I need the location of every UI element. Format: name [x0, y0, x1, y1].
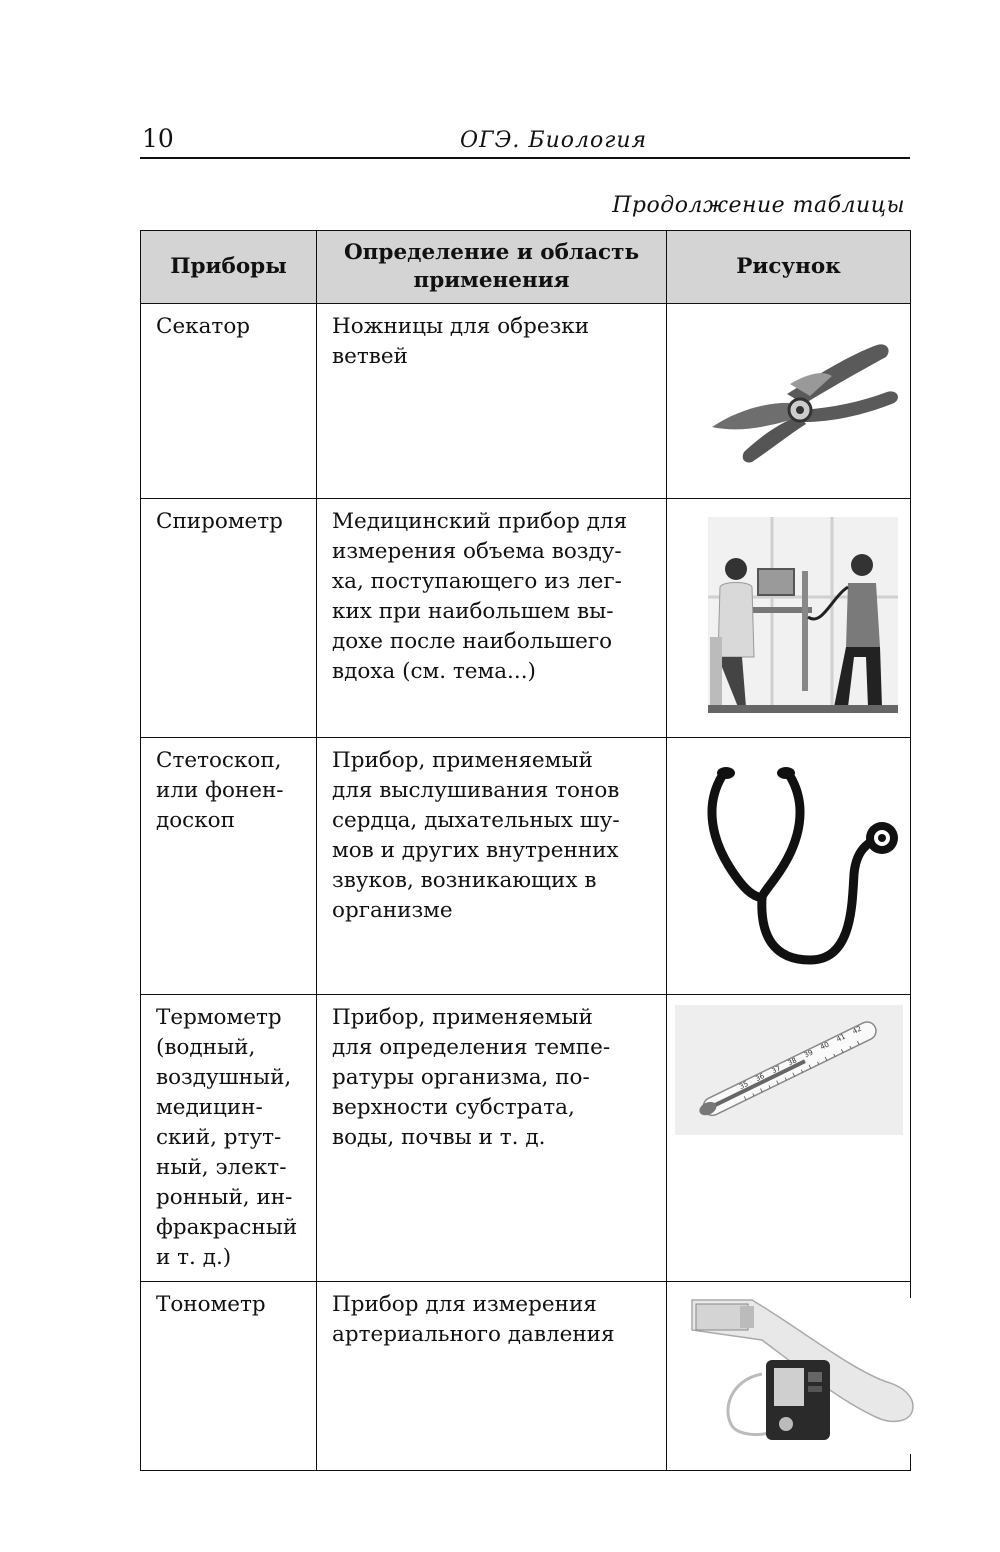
table-continuation-note: Продолжение таблицы — [612, 193, 905, 218]
table-row — [141, 304, 911, 499]
header-definition: Определение и область применения — [317, 231, 667, 304]
device-picture — [667, 499, 911, 738]
scale-label: 42 — [851, 1024, 863, 1036]
header-devices: Приборы — [141, 231, 317, 304]
scale-label: 40 — [819, 1040, 831, 1052]
device-definition: Прибор, применяемый для выслушивания тонов сердца, дыхательных шу- мов и других внутренних звуков, возникающих в организме — [317, 738, 667, 995]
device-definition: Ножницы для обрезки ветвей — [317, 304, 667, 499]
stethoscope-icon — [682, 746, 924, 986]
scale-label: 39 — [802, 1048, 815, 1060]
scale-label: 36 — [754, 1072, 766, 1084]
device-picture — [667, 995, 911, 1282]
scale-label: 37 — [770, 1064, 782, 1076]
running-title: ОГЭ. Биология — [460, 128, 648, 153]
device-definition: Прибор для измерения артериального давления — [317, 1282, 667, 1471]
scale-label: 38 — [786, 1056, 799, 1068]
device-name: Стетоскоп, или фонен- доскоп — [141, 738, 317, 995]
table-row — [141, 995, 911, 1282]
device-name: Термометр (водный, воздушный, медицин- ский, ртут- ный, элект- ронный, ин- фракрасный и т. д.) — [141, 995, 317, 1282]
page-number: 10 — [142, 124, 174, 153]
device-picture — [667, 738, 911, 995]
device-picture — [667, 1282, 911, 1471]
device-name: Тонометр — [141, 1282, 317, 1471]
pruning-shears-icon — [682, 312, 924, 490]
thermometer-icon — [667, 995, 909, 1273]
table-row — [141, 499, 911, 738]
devices-table — [140, 230, 911, 1471]
scale-label: 41 — [835, 1032, 847, 1044]
device-definition: Медицинский прибор для измерения объема возду- ха, поступающего из лег- ких при наибольшем вы- дохе после наибольшего вдоха (см. тема...) — [317, 499, 667, 738]
device-name: Секатор — [141, 304, 317, 499]
header-rule — [140, 157, 910, 159]
spirometry-scene-icon — [682, 507, 924, 729]
scale-label: 35 — [738, 1079, 750, 1092]
device-picture — [667, 304, 911, 499]
device-name: Спирометр — [141, 499, 317, 738]
table-header-row — [141, 231, 911, 304]
blood-pressure-monitor-icon — [682, 1290, 924, 1462]
table-row — [141, 1282, 911, 1471]
table-row — [141, 738, 911, 995]
device-definition: Прибор, применяемый для определения темпе- ратуры организма, по- верхности субстрата, воды, почвы и т. д. — [317, 995, 667, 1282]
header-picture: Рисунок — [667, 231, 911, 304]
